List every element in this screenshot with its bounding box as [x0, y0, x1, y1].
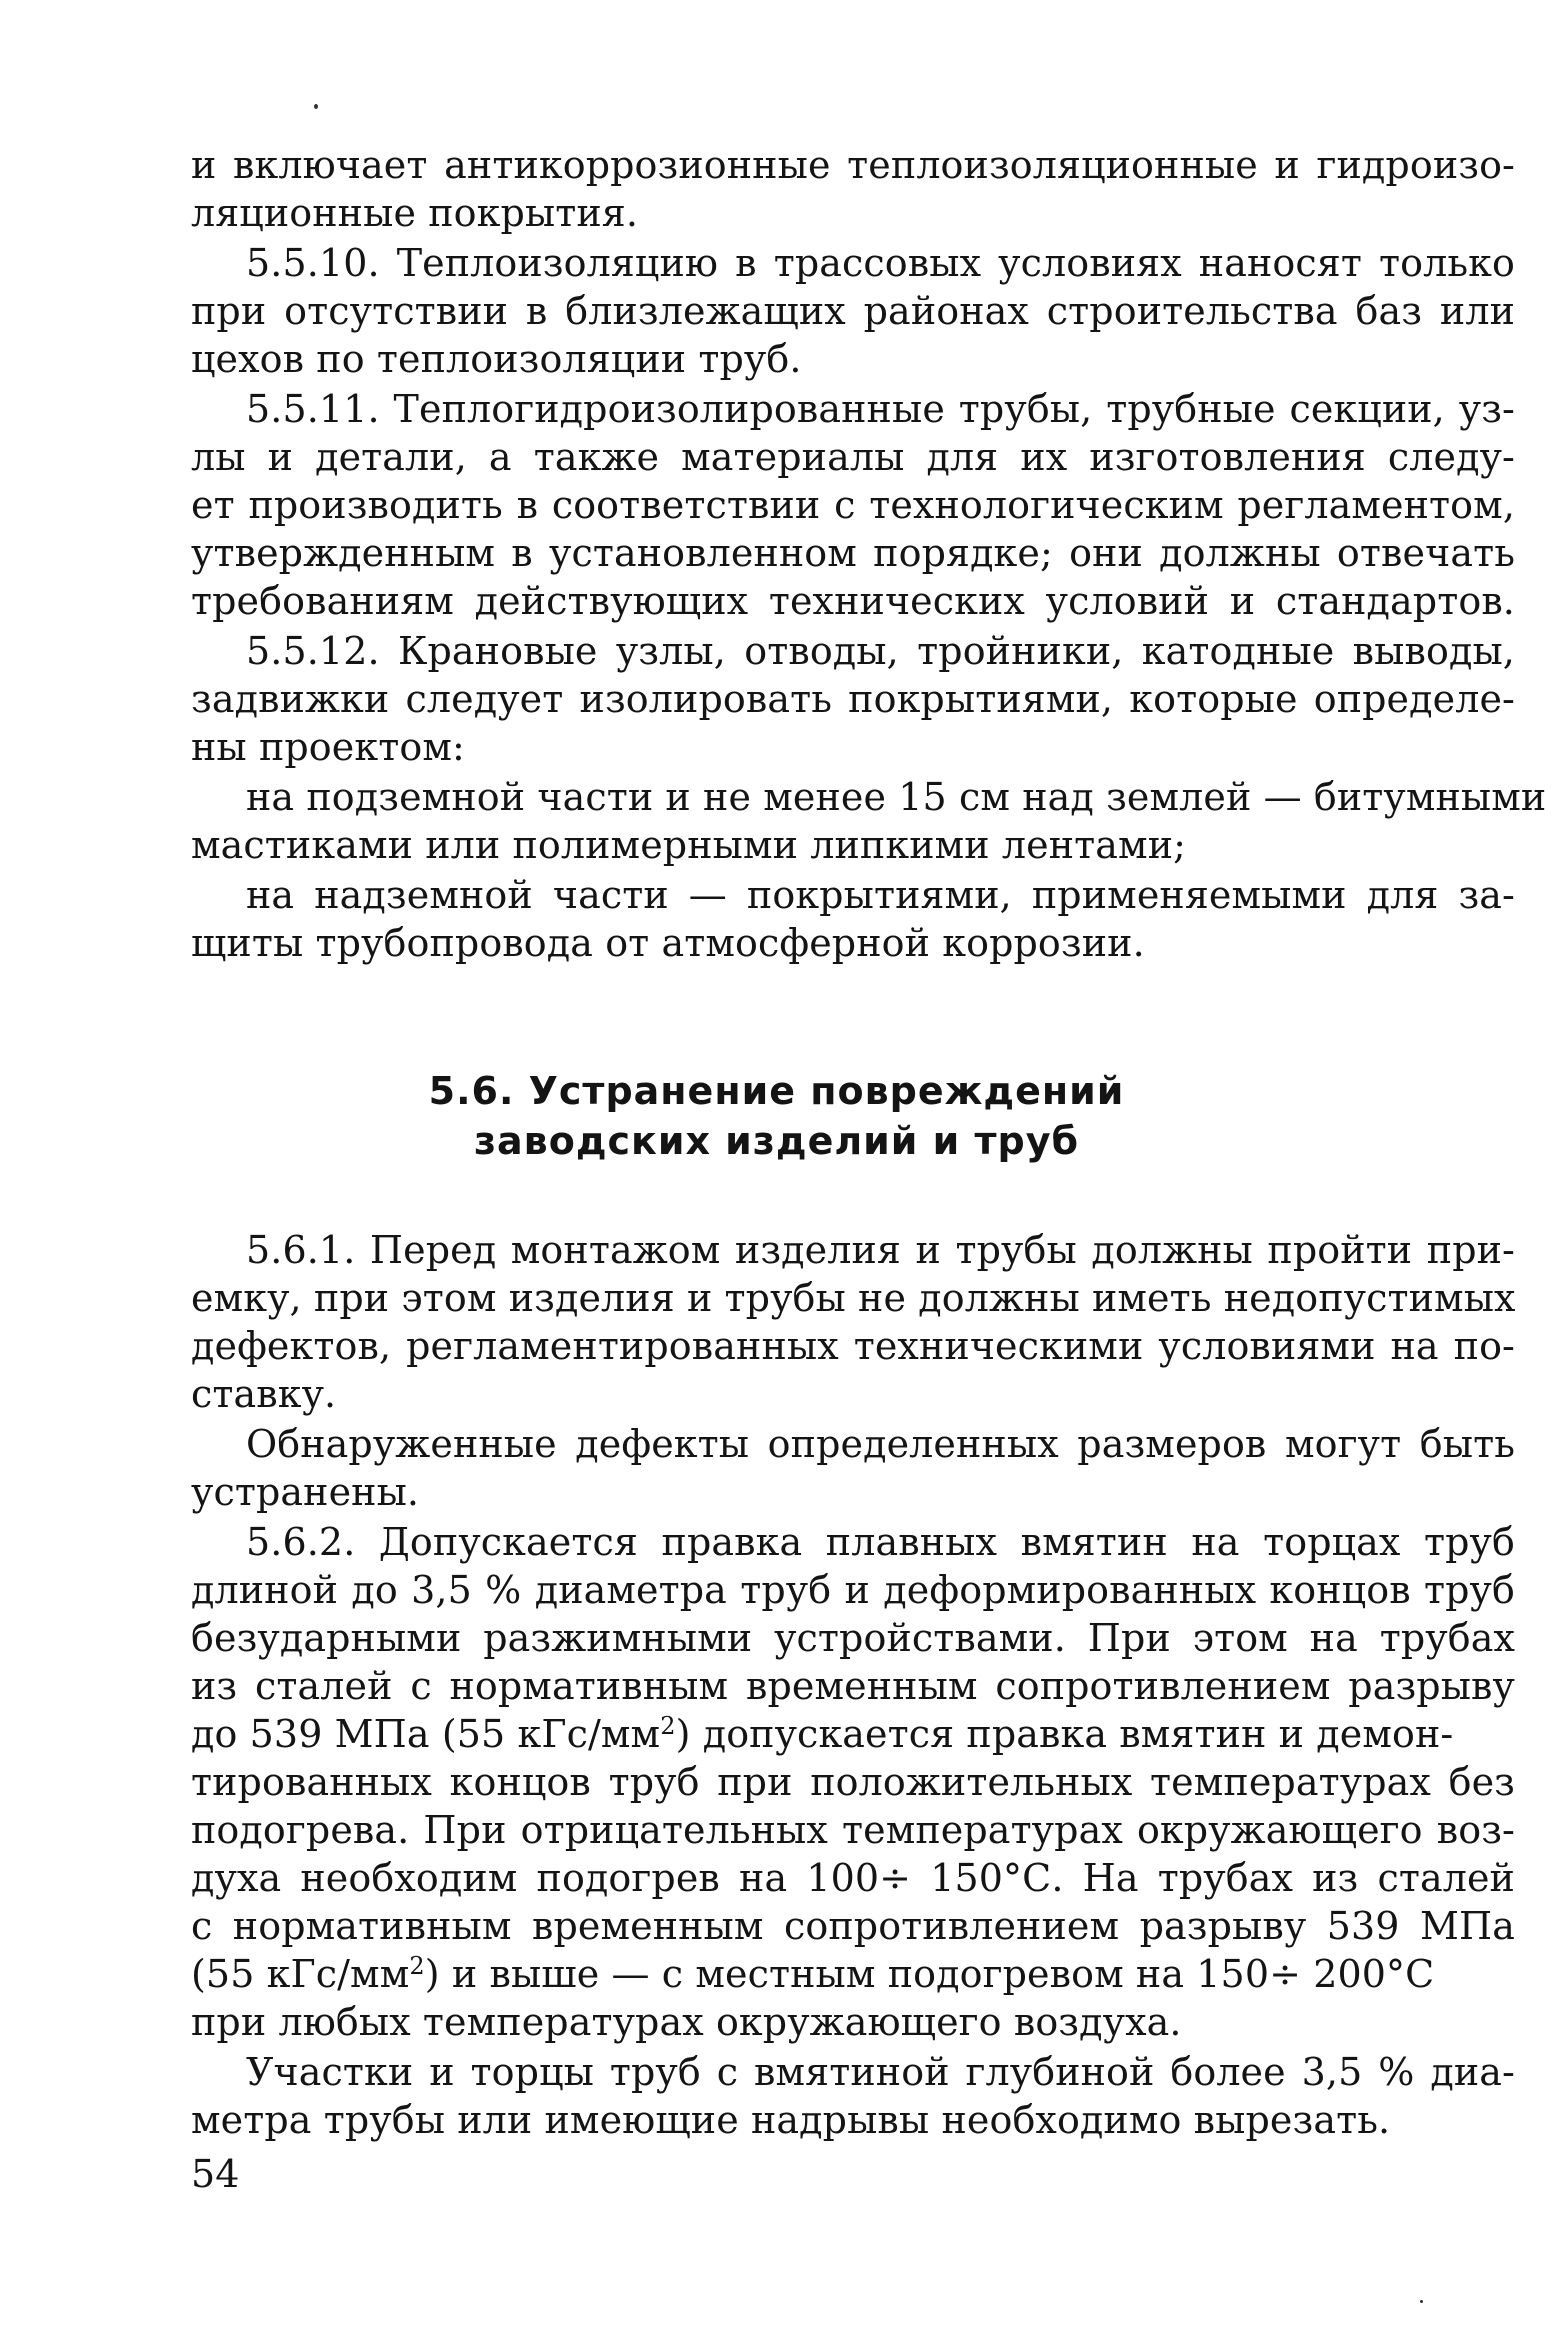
text-line: требованиям действующих технических условий и стандартов. — [191, 579, 1515, 623]
text-line: лы и детали, а также материалы для их изготовления следу- — [191, 435, 1515, 479]
paragraph-cut-sections: Участки и торцы труб с вмятиной глубиной более 3,5 % диа- — [246, 2050, 1515, 2094]
text-line: цехов по теплоизоляции труб. — [191, 337, 802, 381]
text-line: длиной до 3,5 % диаметра труб и деформированных концов труб — [191, 1568, 1515, 1612]
text-line-superscript — [191, 1710, 1515, 1758]
text-line: емку, при этом изделия и трубы не должны иметь недопустимых — [191, 1276, 1516, 1320]
paragraph-5-5-10: 5.5.10. Теплоизоляцию в трассовых условиях наносят только — [246, 241, 1515, 285]
list-item-underground: на подземной части и не менее 15 см над землей — битумными — [246, 775, 1547, 819]
page-number: 54 — [191, 2152, 240, 2196]
text-line: ет производить в соответствии с технологическим регламентом, — [191, 483, 1515, 527]
text-line: ны проектом: — [191, 725, 465, 769]
text-line: безударными разжимными устройствами. При этом на трубах — [191, 1616, 1515, 1660]
text-line: ставку. — [191, 1372, 337, 1416]
paragraph-5-6-2: 5.6.2. Допускается правка плавных вмятин на торцах труб — [246, 1520, 1515, 1564]
text-line: подогрева. При отрицательных температурах окружающего воз- — [191, 1808, 1515, 1852]
text-line: и включает антикоррозионные теплоизоляционные и гидроизо- — [191, 143, 1515, 187]
text-line: духа необходим подогрев на 100÷ 150°С. На трубах из сталей — [191, 1856, 1515, 1900]
text-line: задвижки следует изолировать покрытиями, которые определе- — [191, 677, 1515, 721]
text-line: из сталей с нормативным временным сопротивлением разрыву — [191, 1664, 1515, 1708]
text-line: дефектов, регламентированных техническими условиями на по- — [191, 1324, 1515, 1368]
text-line: при любых температурах окружающего воздуха. — [191, 2000, 1182, 2044]
text-line: ляционные покрытия. — [191, 191, 639, 235]
text-fragment: (55 кГс/$мм^2$) и выше — с местным подогревом на 150÷ 200°С — [191, 1952, 1435, 1996]
text-fragment: до 539 МПа (55 кГс/$мм^2$) допускается правка вмятин и демон- — [191, 1712, 1454, 1756]
superscript: 2 — [409, 1952, 425, 1980]
text-line: щиты трубопровода от атмосферной коррозии. — [191, 921, 1145, 965]
text-line: с нормативным временным сопротивлением разрыву 539 МПа — [191, 1904, 1515, 1948]
text-line: утвержденным в установленном порядке; они должны отвечать — [191, 531, 1515, 575]
section-heading-line-2: заводских изделий и труб — [473, 1119, 1080, 1163]
print-speck — [1420, 2300, 1423, 2303]
paragraph-defects: Обнаруженные дефекты определенных размеров могут быть — [246, 1422, 1515, 1466]
text-line: тированных концов труб при положительных температурах без — [191, 1760, 1515, 1804]
print-speck — [314, 104, 318, 109]
text-line: мастиками или полимерными липкими лентами; — [191, 823, 1187, 867]
paragraph-5-5-12: 5.5.12. Крановые узлы, отводы, тройники, катодные выводы, — [246, 629, 1515, 673]
text-line-superscript — [191, 1950, 1515, 1998]
text-line: метра трубы или имеющие надрывы необходимо вырезать. — [191, 2098, 1391, 2142]
text-line: устранены. — [191, 1470, 420, 1514]
list-item-aboveground: на надземной части — покрытиями, применяемыми для за- — [246, 873, 1515, 917]
paragraph-5-5-11: 5.5.11. Теплогидроизолированные трубы, трубные секции, уз- — [246, 387, 1515, 431]
paragraph-5-6-1: 5.6.1. Перед монтажом изделия и трубы должны пройти при- — [246, 1228, 1515, 1272]
superscript: 2 — [660, 1712, 676, 1740]
text-line: при отсутствии в близлежащих районах строительства баз или — [191, 289, 1515, 333]
section-heading-line-1: 5.6. Устранение повреждений — [428, 1069, 1125, 1113]
